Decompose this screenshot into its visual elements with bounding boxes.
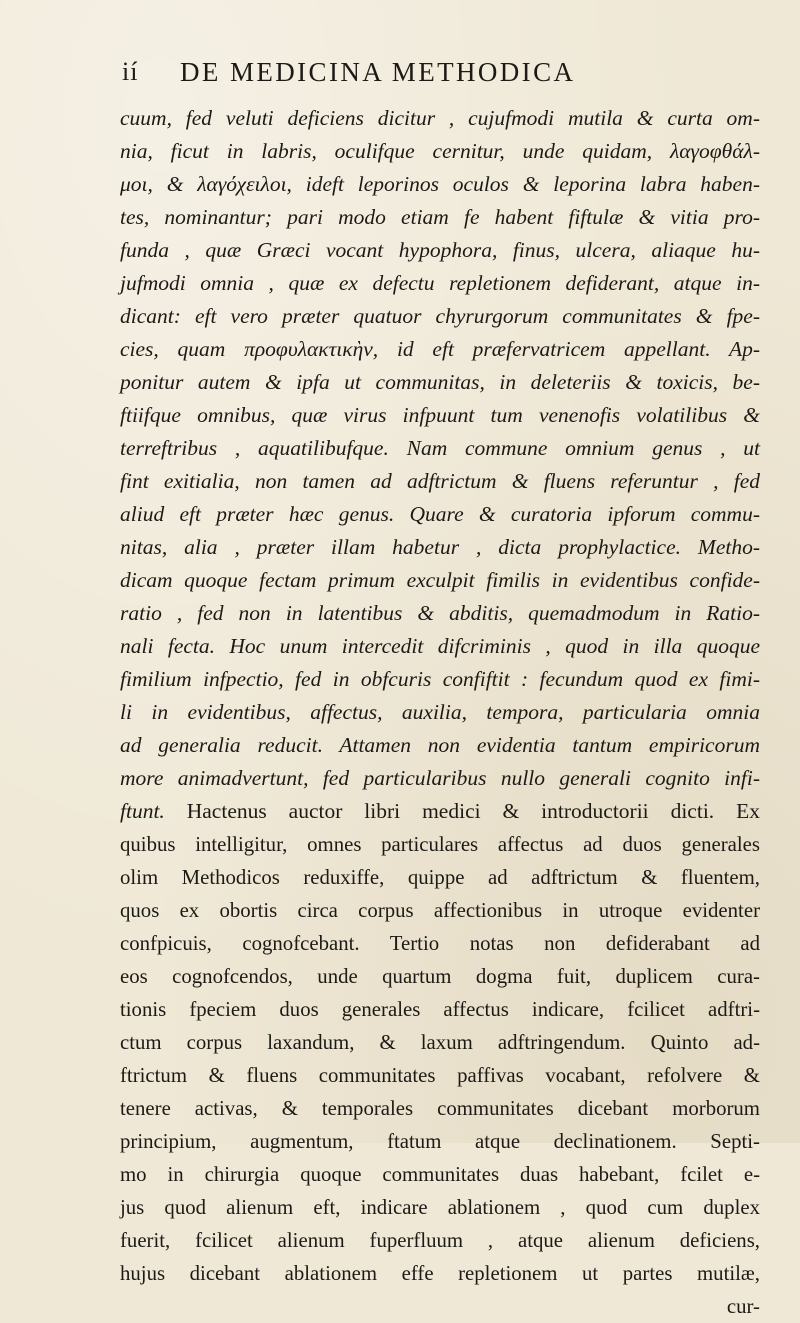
text-line: jus quod alienum eft, indicare ablationem , quod cum duplex [120,1196,760,1219]
text-line: nali fecta. Hoc unum intercedit difcriminis , quod in illa quoque [120,634,760,658]
text-line: quos ex obortis circa corpus affectionibus in utroque evidenter [120,899,760,922]
text-line: tionis fpeciem duos generales affectus indicare, fcilicet adftri- [120,998,760,1021]
text-line: olim Methodicos reduxiffe, quippe ad adftrictum & fluentem, [120,866,760,889]
text-line: li in evidentibus, affectus, auxilia, tempora, particularia omnia [120,700,760,724]
text-line: cies, quam προφυλακτικὴν, id eft præfervatricem appellant. Ap- [120,337,760,361]
page-header [122,57,742,97]
text-line: ponitur autem & ipfa ut communitas, in deleteriis & toxicis, be- [120,370,760,394]
italic-segment: ftunt. [120,799,165,823]
body-text [120,102,760,1323]
running-head: DE MEDICINA METHODICA [180,57,576,87]
text-line: ftrictum & fluens communitates paffivas vocabant, refolvere & [120,1064,760,1087]
text-line: funda , quæ Græci vocant hypophora, finus, ulcera, aliaque hu- [120,238,760,262]
text-line: confpicuis, cognofcebant. Tertio notas non defiderabant ad [120,932,760,955]
page-number: ií [122,57,139,86]
roman-segment: Hactenus auctor libri medici & introductorii dicti. Ex [164,799,760,823]
text-line: mo in chirurgia quoque communitates duas habebant, fcilet e- [120,1163,760,1186]
text-line: μοι, & λαγόχειλοι, ideft leporinos oculos & leporina labra haben- [120,172,760,196]
text-line: hujus dicebant ablationem effe repletionem ut partes mutilæ, [120,1262,760,1285]
text-line: jufmodi omnia , quæ ex defectu repletionem defiderant, atque in- [120,271,760,295]
text-line: fuerit, fcilicet alienum fuperfluum , atque alienum deficiens, [120,1229,760,1252]
text-line: fint exitialia, non tamen ad adftrictum & fluens referuntur , fed [120,469,760,493]
text-line: dicam quoque fectam primum exculpit fimilis in evidentibus confide- [120,568,760,592]
text-line: eos cognofcendos, unde quartum dogma fuit, duplicem cura- [120,965,760,988]
text-line [120,795,760,828]
text-line: tes, nominantur; pari modo etiam fe habent fiftulæ & vitia pro- [120,205,760,229]
text-line: nia, ficut in labris, oculifque cernitur, unde quidam, λαγοφθάλ- [120,139,760,163]
text-line: ftiifque omnibus, quæ virus infpuunt tum venenofis volatilibus & [120,403,760,427]
text-line: principium, augmentum, ftatum atque declinationem. Septi- [120,1130,760,1153]
text-line: nitas, alia , præter illam habetur , dicta prophylactice. Metho- [120,535,760,559]
text-line: more animadvertunt, fed particularibus nullo generali cognito infi- [120,766,760,790]
text-line: ctum corpus laxandum, & laxum adftringendum. Quinto ad- [120,1031,760,1054]
text-line: ad generalia reducit. Attamen non evidentia tantum empiricorum [120,733,760,757]
text-line: cur- [726,1295,760,1318]
text-line: quibus intelligitur, omnes particulares affectus ad duos generales [120,833,760,856]
text-line: aliud eft præter hæc genus. Quare & curatoria ipforum commu- [120,502,760,526]
text-line: fimilium infpectio, fed in obfcuris confiftit : fecundum quod ex fimi- [120,667,760,691]
text-line: terreftribus , aquatilibufque. Nam commune omnium genus , ut [120,436,760,460]
text-line: ratio , fed non in latentibus & abditis, quemadmodum in Ratio- [120,601,760,625]
text-line: dicant: eft vero præter quatuor chyrurgorum communitates & fpe- [120,304,760,328]
text-line: cuum, fed veluti deficiens dicitur , cujufmodi mutila & curta om- [120,106,760,130]
text-line: tenere activas, & temporales communitates dicebant morborum [120,1097,760,1120]
